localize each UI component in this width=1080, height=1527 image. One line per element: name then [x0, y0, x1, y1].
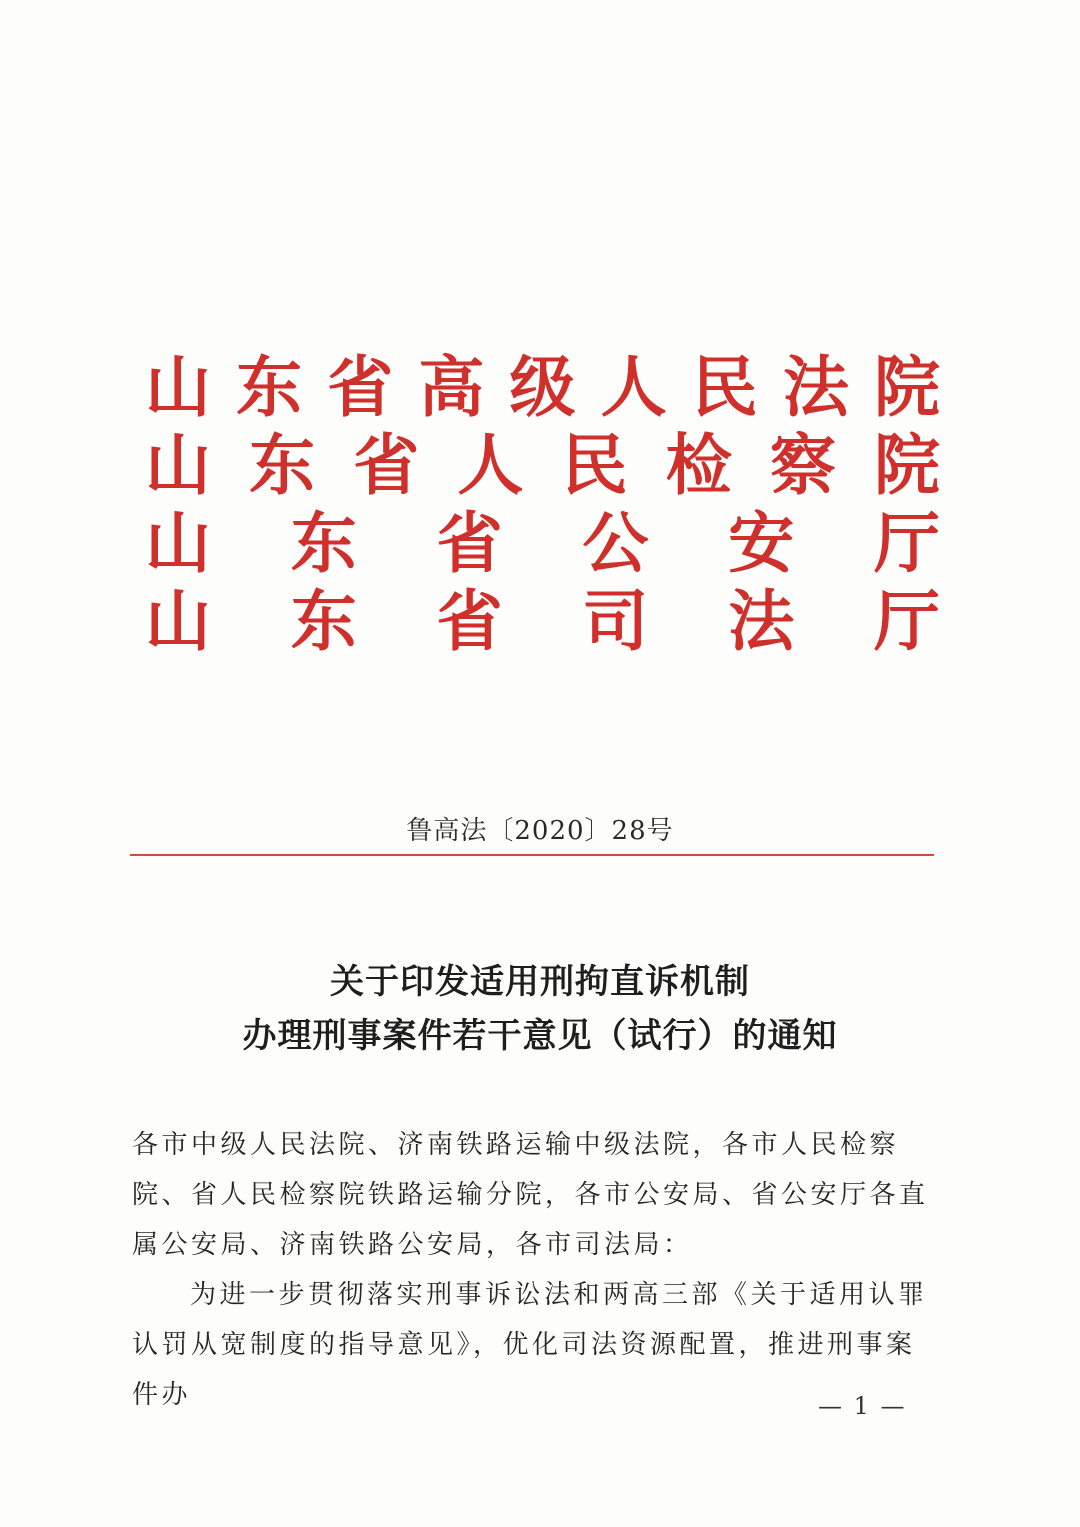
addressee-paragraph: 各市中级人民法院、济南铁路运输中级法院，各市人民检察院、省人民检察院铁路运输分院，各市公安局、省公安厅各直属公安局、济南铁路公安局，各市司法局： — [132, 1130, 929, 1260]
masthead-char: 山 — [145, 348, 211, 426]
masthead-char: 民 — [561, 426, 628, 504]
page-number: — 1 — — [818, 1392, 907, 1420]
masthead-char: 厅 — [873, 582, 940, 660]
masthead-char: 司 — [582, 582, 649, 660]
masthead-char: 东 — [290, 504, 357, 582]
document-body — [132, 1120, 937, 1420]
masthead-char: 东 — [249, 426, 316, 504]
masthead-char: 人 — [457, 426, 524, 504]
masthead-char: 山 — [145, 582, 211, 660]
masthead-char: 省 — [436, 582, 503, 660]
masthead-char: 院 — [874, 348, 940, 426]
title-line-1: 关于印发适用刑拘直诉机制 — [330, 962, 750, 1002]
masthead-char: 法 — [728, 582, 795, 660]
masthead-char: 民 — [691, 348, 758, 426]
masthead-char: 法 — [782, 348, 849, 426]
masthead-char: 省 — [353, 426, 420, 504]
masthead-char: 东 — [236, 348, 303, 426]
masthead-char: 山 — [145, 504, 211, 582]
masthead-char: 级 — [509, 348, 576, 426]
masthead-char: 院 — [873, 426, 940, 504]
masthead-char: 公 — [582, 504, 649, 582]
document-number: 鲁高法〔2020〕28号 — [406, 816, 674, 846]
masthead-char: 检 — [665, 426, 732, 504]
masthead-char: 山 — [145, 426, 211, 504]
masthead-char: 人 — [600, 348, 667, 426]
body-paragraph: 为进一步贯彻落实刑事诉讼法和两高三部《关于适用认罪认罚从宽制度的指导意见》，优化司法资源配置，推进刑事案件办 — [132, 1280, 928, 1410]
masthead-char: 察 — [769, 426, 836, 504]
masthead-char: 东 — [290, 582, 357, 660]
masthead-char: 安 — [728, 504, 795, 582]
masthead-char: 省 — [327, 348, 394, 426]
masthead-char: 高 — [418, 348, 485, 426]
masthead-line-procuratorate — [145, 426, 940, 504]
title-line-2: 办理刑事案件若干意见（试行）的通知 — [242, 1016, 838, 1056]
masthead-line-court — [145, 348, 940, 426]
masthead-line-justice — [145, 582, 940, 660]
document-title — [0, 955, 1080, 1063]
masthead-char: 省 — [436, 504, 503, 582]
red-separator-line — [130, 854, 934, 856]
masthead-char: 厅 — [873, 504, 940, 582]
masthead-line-public-security — [145, 504, 940, 582]
issuer-masthead — [145, 348, 940, 660]
